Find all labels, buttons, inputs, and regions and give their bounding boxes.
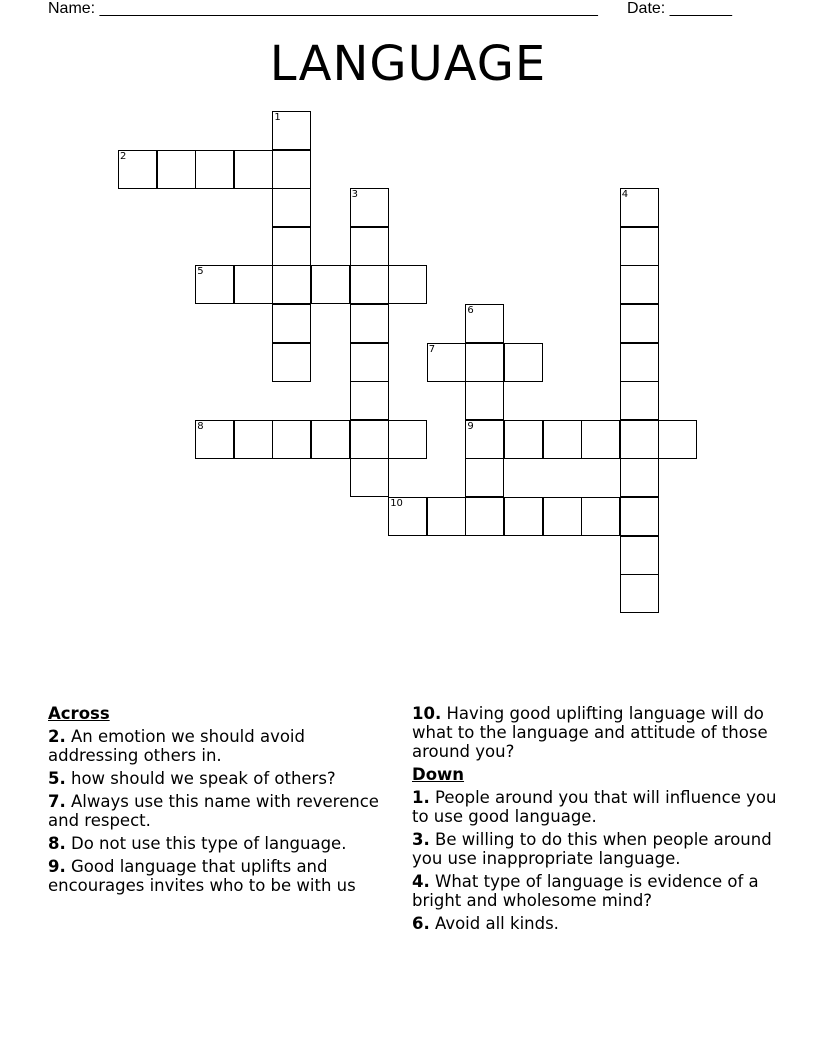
across-heading: Across (48, 704, 110, 723)
clue-down-4 (412, 872, 782, 910)
clue-number: 1. (412, 788, 430, 807)
grid-cell-r1-c3[interactable] (234, 150, 273, 189)
clue-down-1 (412, 788, 782, 826)
grid-cell-r1-c4[interactable] (272, 150, 311, 189)
clue-text: An emotion we should avoid addressing others in. (48, 727, 305, 765)
clue-text: What type of language is evidence of a bright and wholesome mind? (412, 872, 759, 910)
clue-number-label: 8 (197, 420, 204, 432)
grid-cell-r5-c13[interactable] (620, 304, 659, 343)
grid-cell-r8-c14[interactable] (658, 420, 697, 459)
clue-text: Having good uplifting language will do what to the language and attitude of those around you? (412, 704, 768, 761)
clue-number: 10. (412, 704, 442, 723)
clue-text: Good language that uplifts and encourages invites who to be with us (48, 857, 356, 895)
grid-cell-r3-c13[interactable] (620, 227, 659, 266)
down-heading: Down (412, 765, 465, 784)
clue-number: 8. (48, 834, 66, 853)
clue-text: Do not use this type of language. (71, 834, 347, 853)
grid-cell-r8-c12[interactable] (581, 420, 620, 459)
clue-number: 3. (412, 830, 430, 849)
grid-cell-r6-c4[interactable] (272, 343, 311, 382)
grid-cell-r4-c7[interactable] (388, 265, 427, 304)
grid-cell-r10-c11[interactable] (543, 497, 582, 536)
clue-number-label: 9 (467, 420, 474, 432)
clue-down-6 (412, 914, 782, 933)
grid-cell-r10-c10[interactable] (504, 497, 543, 536)
clue-number-label: 2 (120, 150, 127, 162)
clue-number: 6. (412, 914, 430, 933)
clue-across-2 (48, 727, 388, 765)
grid-cell-r2-c4[interactable] (272, 188, 311, 227)
grid-cell-r7-c9[interactable] (465, 381, 504, 420)
grid-cell-r8-c10[interactable] (504, 420, 543, 459)
clue-across-8 (48, 834, 388, 853)
clue-text: People around you that will influence you to use good language. (412, 788, 777, 826)
clue-text: Be willing to do this when people around you use inappropriate language. (412, 830, 772, 868)
grid-cell-r5-c6[interactable] (350, 304, 389, 343)
grid-cell-r4-c4[interactable] (272, 265, 311, 304)
grid-cell-r10-c9[interactable] (465, 497, 504, 536)
clue-text: Always use this name with reverence and respect. (48, 792, 379, 830)
clue-across-5 (48, 769, 388, 788)
grid-cell-r6-c13[interactable] (620, 343, 659, 382)
clue-number-label: 3 (351, 189, 358, 201)
grid-cell-r10-c8[interactable] (427, 497, 466, 536)
clue-across-7 (48, 792, 388, 830)
clue-number-label: 5 (197, 266, 204, 278)
grid-cell-r8-c13[interactable] (620, 420, 659, 459)
grid-cell-r12-c13[interactable] (620, 574, 659, 613)
grid-cell-r8-c11[interactable] (543, 420, 582, 459)
clues-left-column (48, 704, 388, 899)
grid-cell-r4-c6[interactable] (350, 265, 389, 304)
grid-cell-r11-c13[interactable] (620, 536, 659, 575)
clue-text: Avoid all kinds. (435, 914, 559, 933)
grid-cell-r6-c6[interactable] (350, 343, 389, 382)
grid-cell-r9-c6[interactable] (350, 458, 389, 497)
grid-cell-r3-c4[interactable] (272, 227, 311, 266)
clue-number-label: 4 (621, 189, 629, 201)
clue-number: 9. (48, 857, 66, 876)
grid-cell-r8-c3[interactable] (234, 420, 273, 459)
grid-cell-r8-c4[interactable] (272, 420, 311, 459)
grid-cell-r1-c2[interactable] (195, 150, 234, 189)
clue-number-label: 7 (428, 343, 436, 355)
grid-cell-r4-c3[interactable] (234, 265, 273, 304)
grid-cell-r6-c10[interactable] (504, 343, 543, 382)
clue-number: 5. (48, 769, 66, 788)
clue-number-label: 1 (274, 112, 281, 123)
grid-cell-r5-c4[interactable] (272, 304, 311, 343)
grid-cell-r1-c1[interactable] (157, 150, 196, 189)
grid-cell-r4-c5[interactable] (311, 265, 350, 304)
clue-across-9 (48, 857, 388, 895)
grid-cell-r7-c6[interactable] (350, 381, 389, 420)
clue-text: how should we speak of others? (71, 769, 336, 788)
grid-cell-r7-c13[interactable] (620, 381, 659, 420)
date-field-label: Date: _______ (627, 0, 732, 17)
name-field-label: Name: ________________________________________________________ (48, 0, 598, 17)
clue-number: 4. (412, 872, 430, 891)
clue-number: 7. (48, 792, 66, 811)
grid-cell-r8-c6[interactable] (350, 420, 389, 459)
clue-across-10 (412, 704, 782, 761)
grid-cell-r8-c5[interactable] (311, 420, 350, 459)
grid-cell-r10-c12[interactable] (581, 497, 620, 536)
grid-cell-r9-c9[interactable] (465, 458, 504, 497)
grid-cell-r6-c9[interactable] (465, 343, 504, 382)
grid-cell-r3-c6[interactable] (350, 227, 389, 266)
clue-number-label: 6 (467, 305, 474, 316)
grid-cell-r10-c13[interactable] (620, 497, 659, 536)
clue-number-label: 10 (390, 498, 403, 509)
page-title: LANGUAGE (269, 36, 547, 92)
clue-down-3 (412, 830, 782, 868)
grid-cell-r4-c13[interactable] (620, 265, 659, 304)
grid-cell-r8-c7[interactable] (388, 420, 427, 459)
clue-number: 2. (48, 727, 66, 746)
clues-right-column (412, 704, 782, 937)
grid-cell-r9-c13[interactable] (620, 458, 659, 497)
